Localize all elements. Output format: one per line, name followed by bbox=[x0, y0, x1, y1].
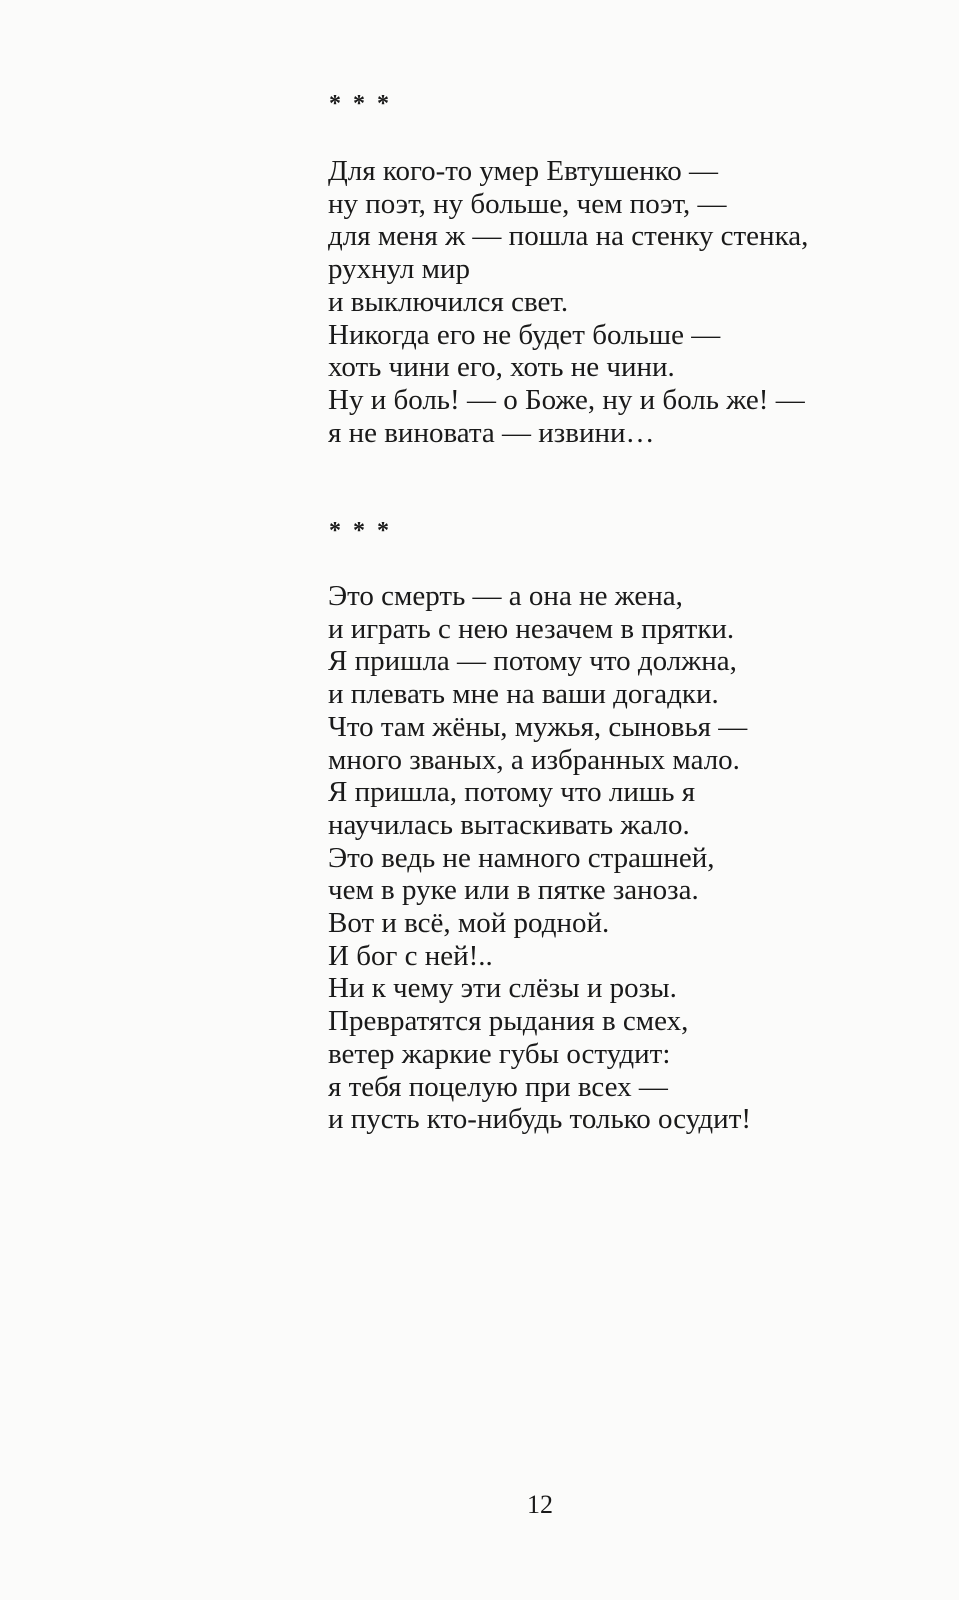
poem-separator: * * * bbox=[329, 91, 392, 117]
poem-line: ветер жаркие губы остудит: bbox=[328, 1037, 671, 1070]
poem-line: хоть чини его, хоть не чини. bbox=[328, 351, 675, 384]
poem-line: Превратятся рыдания в смех, bbox=[328, 1005, 689, 1038]
poem-separator: * * * bbox=[329, 518, 392, 544]
poem-line: Это ведь не намного страшней, bbox=[328, 841, 715, 874]
poem-line: научилась вытаскивать жало. bbox=[328, 808, 690, 841]
poem-2 bbox=[328, 580, 751, 1136]
poem-line: много званых, а избранных мало. bbox=[328, 743, 740, 776]
poem-line: рухнул мир bbox=[328, 253, 470, 286]
poem-line: Никогда его не будет больше — bbox=[328, 318, 721, 351]
poem-line: Я пришла — потому что должна, bbox=[328, 645, 737, 678]
poem-1 bbox=[328, 155, 808, 449]
poem-line: Что там жёны, мужья, сыновья — bbox=[328, 710, 748, 743]
poem-line: я тебя поцелую при всех — bbox=[328, 1070, 668, 1103]
poem-line: и пусть кто-нибудь только осудит! bbox=[328, 1103, 752, 1136]
poem-line: для меня ж — пошла на стенку стенка, bbox=[328, 220, 809, 253]
poem-line: Ни к чему эти слёзы и розы. bbox=[328, 972, 677, 1005]
poem-line: и плевать мне на ваши догадки. bbox=[328, 678, 719, 711]
poem-line: и выключился свет. bbox=[328, 285, 569, 318]
poem-line: Это смерть — а она не жена, bbox=[328, 580, 683, 612]
poem-line: Я пришла, потому что лишь я bbox=[328, 776, 696, 809]
poem-line: и играть с нею незачем в прятки. bbox=[328, 612, 735, 645]
poem-line: И бог с ней!.. bbox=[328, 939, 493, 972]
page-number: 12 bbox=[527, 1490, 553, 1519]
poem-line: Для кого-то умер Евтушенко — bbox=[328, 155, 718, 187]
poem-line: чем в руке или в пятке заноза. bbox=[328, 874, 699, 907]
poem-line: ну поэт, ну больше, чем поэт, — bbox=[328, 187, 727, 220]
poem-line: Вот и всё, мой родной. bbox=[328, 907, 610, 940]
poem-line: Ну и боль! — о Боже, ну и боль же! — bbox=[328, 383, 805, 416]
poem-line: я не виновата — извини… bbox=[328, 416, 655, 449]
